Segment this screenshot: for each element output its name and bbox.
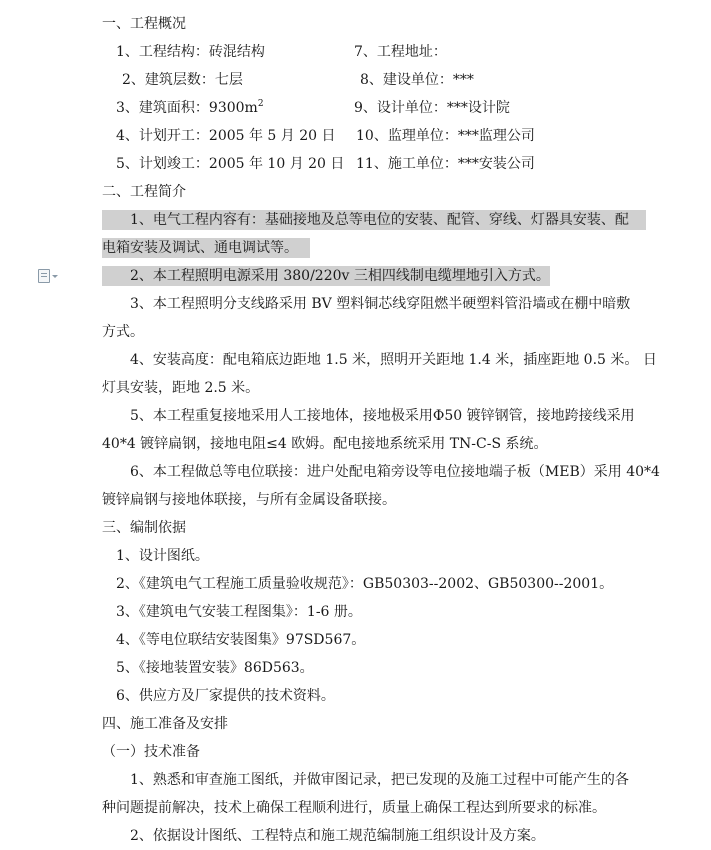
section-heading-overview: 一、工程概况 — [102, 16, 186, 32]
list-item: 4、《等电位联结安装图集》97SD567。 — [116, 632, 366, 648]
list-item: 1、设计图纸。 — [116, 548, 209, 564]
info-area: 3、建筑面积：$9300m^2$ — [116, 99, 264, 116]
paragraph-line: 电箱安装及调试、通电调试等。 — [102, 238, 310, 258]
list-item: 3、《建筑电气安装工程图集》：1-6 册。 — [116, 604, 362, 620]
paragraph-line: 1、电气工程内容有：基础接地及总等电位的安装、配管、穿线、灯器具安装、配 — [102, 210, 646, 230]
list-item: 6、供应方及厂家提供的技术资料。 — [116, 688, 335, 704]
info-contractor: 11、施工单位：***安装公司 — [356, 156, 535, 172]
info-address: 7、工程地址： — [354, 44, 447, 60]
paragraph-line: 1、熟悉和审查施工图纸，并做审图记录，把已发现的及施工过程中可能产生的各 — [130, 772, 629, 788]
info-structure: 1、工程结构：砖混结构 — [116, 44, 265, 60]
info-start: 4、计划开工：2005 年 5 月 20 日 — [116, 128, 336, 144]
paragraph-line: 5、本工程重复接地采用人工接地体，接地极采用Φ50 镀锌钢管，接地跨接线采用 — [130, 408, 635, 424]
section-heading-preparation: 四、施工准备及安排 — [102, 716, 228, 732]
paragraph-menu-icon[interactable] — [38, 268, 64, 284]
info-designer: 9、设计单位：***设计院 — [354, 100, 510, 116]
paragraph-line: 40*4 镀锌扁钢，接地电阻≤4 欧姆。配电接地系统采用 TN-C-S 系统。 — [102, 436, 548, 452]
paragraph-line: 6、本工程做总等电位联接：进户处配电箱旁设等电位接地端子板（MEB）采用 40*4 — [130, 464, 660, 480]
info-builder: 8、建设单位：*** — [360, 72, 474, 88]
paragraph-line: 3、本工程照明分支线路采用 BV 塑料铜芯线穿阻燃半硬塑料管沿墙或在棚中暗敷 — [130, 296, 631, 312]
section-heading-intro: 二、工程简介 — [102, 184, 186, 200]
info-supervisor: 10、监理单位：***监理公司 — [356, 128, 535, 144]
subsection-heading-tech: （一）技术准备 — [102, 744, 200, 760]
paragraph-line: 镀锌扁钢与接地体联接，与所有金属设备联接。 — [102, 492, 396, 508]
list-item: 5、《接地装置安装》86D563。 — [116, 660, 314, 676]
paragraph-line: 灯具安装，距地 2.5 米。 — [102, 380, 260, 396]
info-floors: 2、建筑层数：七层 — [122, 72, 243, 88]
info-finish: 5、计划竣工：2005 年 10 月 20 日 — [116, 156, 345, 172]
paragraph-line: 2、依据设计图纸、工程特点和施工规范编制施工组织设计及方案。 — [130, 828, 545, 844]
section-heading-basis: 三、编制依据 — [102, 520, 186, 536]
list-item: 2、《建筑电气工程施工质量验收规范》：GB50303--2002、GB50300--2001。 — [116, 576, 614, 592]
paragraph-line: 2、本工程照明电源采用 380/220v 三相四线制电缆埋地引入方式。 — [102, 266, 550, 286]
paragraph-line: 4、安装高度：配电箱底边距地 1.5 米，照明开关距地 1.4 米，插座距地 0.5 米。 日 — [130, 352, 657, 368]
paragraph-line: 种问题提前解决，技术上确保工程顺利进行，质量上确保工程达到所要求的标准。 — [102, 800, 606, 816]
paragraph-line: 方式。 — [102, 324, 144, 340]
